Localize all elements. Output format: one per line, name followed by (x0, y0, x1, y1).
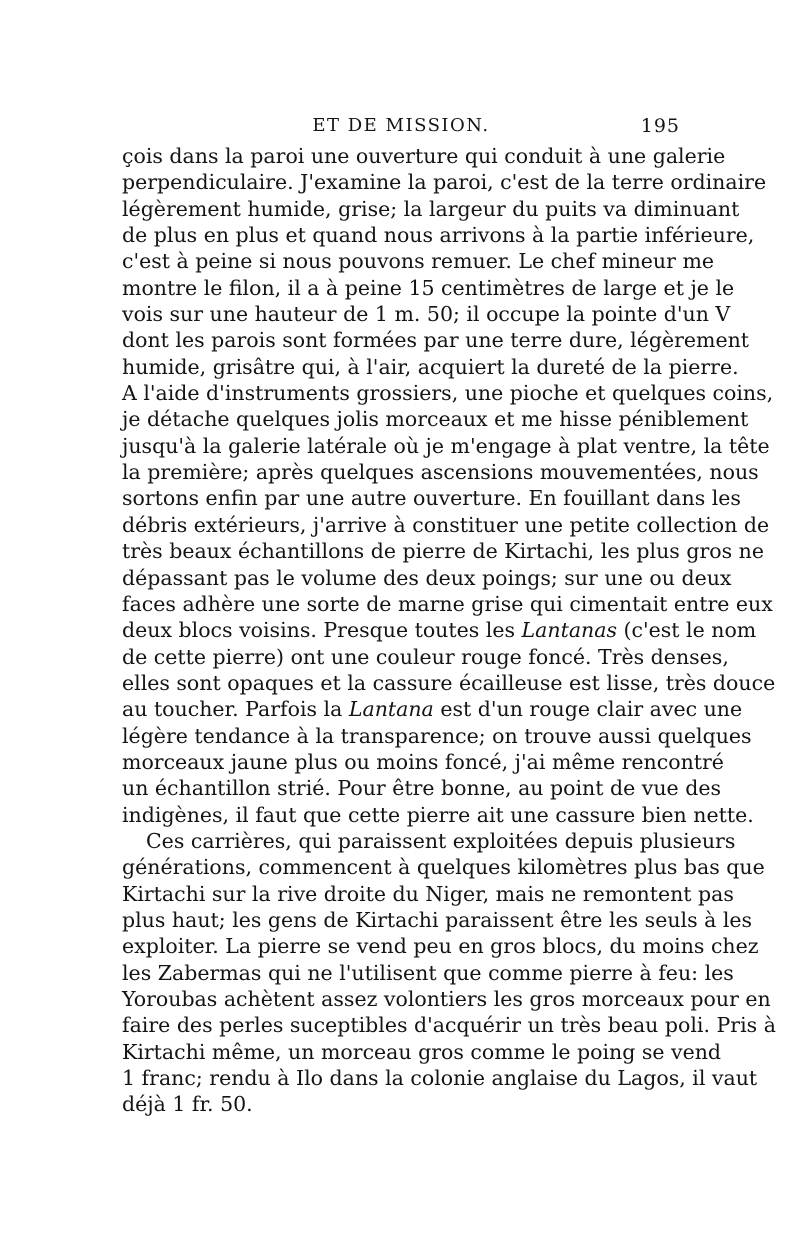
text-line: plus haut; les gens de Kirtachi paraissent être les seuls à les (122, 907, 753, 932)
text-line: Kirtachi sur la rive droite du Niger, mais ne remontent pas (122, 881, 734, 906)
text-line: de plus en plus et quand nous arrivons à la partie inférieure, (122, 223, 755, 248)
text-line: je détache quelques jolis morceaux et me hisse péniblement (122, 407, 749, 432)
body-text (122, 143, 776, 1118)
text-line (122, 617, 757, 643)
text-line: indigènes, il faut que cette pierre ait une cassure bien nette. (122, 802, 754, 827)
text-line: dont les parois sont formées par une terre dure, légèrement (122, 328, 750, 353)
italic-term: Lantanas (521, 618, 617, 643)
text-line: çois dans la paroi une ouverture qui conduit à une galerie (122, 144, 726, 168)
text-line: très beaux échantillons de pierre de Kirtachi, les plus gros ne (122, 539, 764, 564)
text-line: montre le filon, il a à peine 15 centimètres de large et je le (122, 275, 735, 300)
running-title: ET DE MISSION. (312, 115, 490, 136)
text-line: Kirtachi même, un morceau gros comme le poing se vend (122, 1039, 722, 1064)
text-line: faces adhère une sorte de marne grise qui cimentait entre eux (122, 591, 773, 616)
text-line: faire des perles suceptibles d'acquérir un très beau poli. Pris à (122, 1013, 776, 1038)
page-number: 195 (640, 115, 680, 137)
text-line: un échantillon strié. Pour être bonne, au point de vue des (122, 776, 721, 801)
text-line: Ces carrières, qui paraissent exploitées depuis plusieurs (146, 828, 736, 853)
text-line: A l'aide d'instruments grossiers, une pioche et quelques coins, (122, 381, 774, 406)
text-line: de cette pierre) ont une couleur rouge foncé. Très denses, (122, 644, 729, 669)
text-line: générations, commencent à quelques kilomètres plus bas que (122, 855, 765, 880)
text-line: dépassant pas le volume des deux poings; sur une ou deux (122, 565, 732, 590)
text-line: les Zabermas qui ne l'utilisent que comme pierre à feu: les (122, 960, 734, 985)
text-fragment: deux blocs voisins. Presque toutes les (122, 618, 516, 643)
text-line (122, 696, 743, 722)
text-fragment: au toucher. Parfois la (122, 697, 343, 722)
italic-term: Lantana (348, 697, 434, 722)
text-line: légèrement humide, grise; la largeur du puits va diminuant (122, 196, 740, 221)
text-line: c'est à peine si nous pouvons remuer. Le chef mineur me (122, 249, 715, 274)
text-line: sortons enfin par une autre ouverture. En fouillant dans les (122, 486, 741, 511)
text-fragment: (c'est le nom (623, 618, 757, 643)
text-line: 1 franc; rendu à Ilo dans la colonie anglaise du Lagos, il vaut (122, 1066, 758, 1091)
text-line: légère tendance à la transparence; on trouve aussi quelques (122, 723, 752, 748)
text-line: elles sont opaques et la cassure écailleuse est lisse, très douce (122, 670, 776, 695)
text-line: exploiter. La pierre se vend peu en gros blocs, du moins chez (122, 934, 759, 959)
text-line: perpendiculaire. J'examine la paroi, c'est de la terre ordinaire (122, 170, 767, 195)
text-line: débris extérieurs, j'arrive à constituer une petite collection de (122, 512, 770, 537)
text-line: Yoroubas achètent assez volontiers les gros morceaux pour en (122, 987, 771, 1011)
text-line: la première; après quelques ascensions mouvementées, nous (122, 460, 759, 485)
text-line: vois sur une hauteur de 1 m. 50; il occupe la pointe d'un V (122, 302, 731, 327)
text-line: jusqu'à la galerie latérale où je m'engage à plat ventre, la tête (122, 433, 770, 458)
text-line: humide, grisâtre qui, à l'air, acquiert la dureté de la pierre. (122, 354, 739, 379)
text-line: morceaux jaune plus ou moins foncé, j'ai même rencontré (122, 749, 724, 774)
running-head (122, 112, 680, 140)
text-line: déjà 1 fr. 50. (122, 1092, 253, 1117)
text-fragment: est d'un rouge clair avec une (440, 697, 743, 722)
